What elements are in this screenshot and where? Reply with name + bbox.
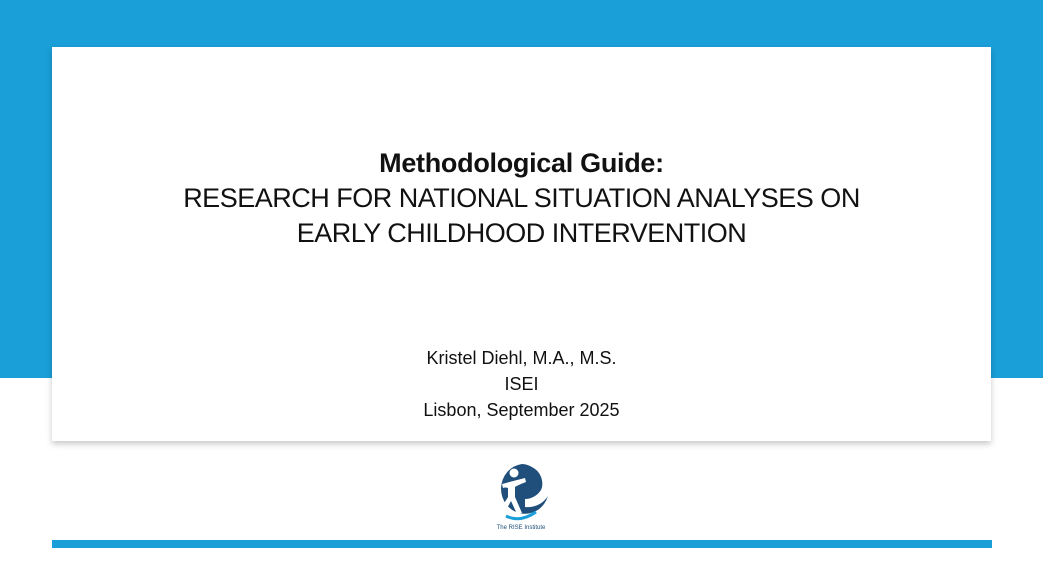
place-and-date: Lisbon, September 2025 <box>423 400 620 420</box>
title-block <box>52 145 991 251</box>
title-heading: Methodological Guide: <box>379 148 664 178</box>
author-name: Kristel Diehl, M.A., M.S. <box>426 348 617 368</box>
title-line-1: RESEARCH FOR NATIONAL SITUATION ANALYSES ON <box>183 183 860 213</box>
rise-institute-logo <box>487 463 555 535</box>
rise-institute-logo-icon <box>492 463 550 523</box>
organization-name: ISEI <box>504 374 539 394</box>
logo-caption: The RISE Institute <box>496 525 546 531</box>
author-block <box>52 345 991 423</box>
title-line-2: EARLY CHILDHOOD INTERVENTION <box>296 218 747 248</box>
slide-card <box>52 47 991 441</box>
bottom-accent-rule <box>52 540 992 548</box>
